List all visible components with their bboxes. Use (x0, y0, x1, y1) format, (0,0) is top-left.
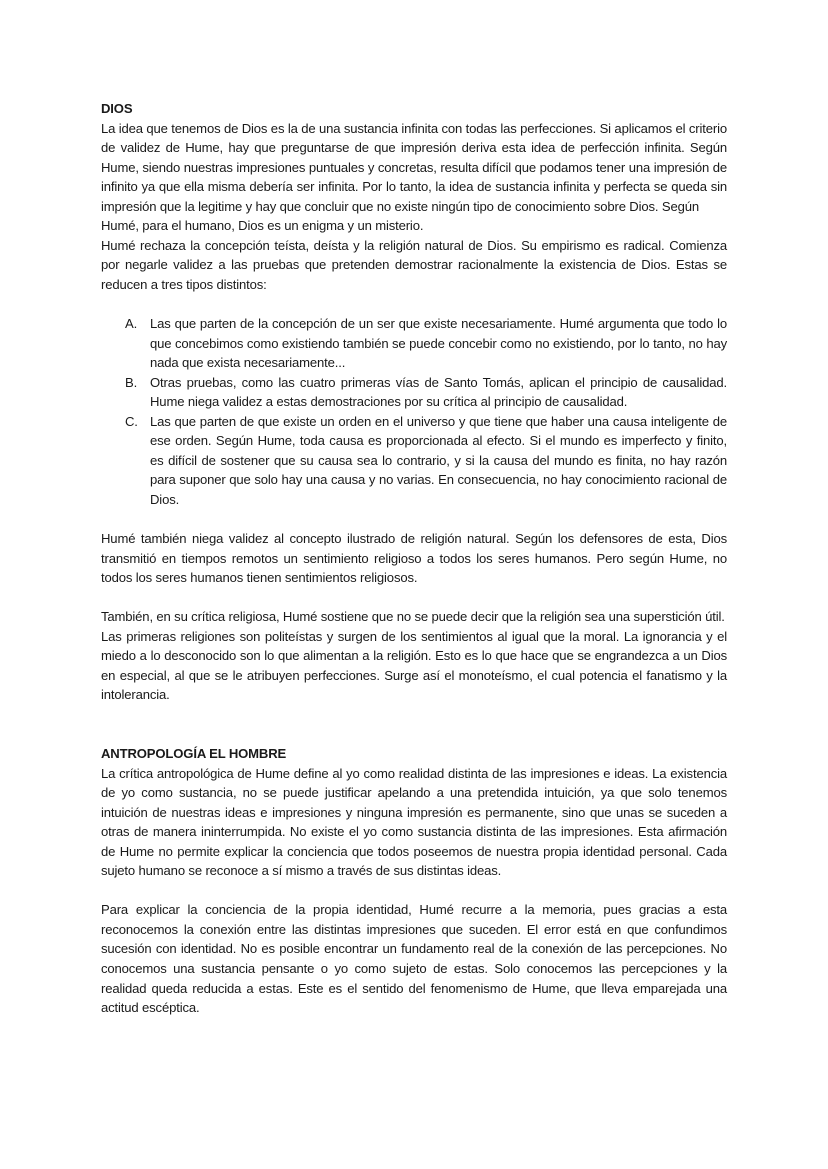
list-item (125, 412, 727, 510)
section-heading-dios: DIOS (101, 101, 133, 116)
list-marker: B. (125, 374, 138, 390)
section-heading-antropologia: ANTROPOLOGÍA EL HOMBRE (101, 745, 287, 761)
spacer (101, 294, 727, 314)
list-item-text: Otras pruebas, como las cuatro primeras vías de Santo Tomás, aplican el principio de causalidad. Hume niega validez a estas demostraciones por su crítica al principio de causalidad. (150, 374, 727, 410)
proofs-list (101, 314, 727, 509)
paragraph: Humé también niega validez al concepto ilustrado de religión natural. Según los defensores de esta, Dios transmitió en tiempos remotos un sentimiento religioso a todos los seres humanos. Pero según Hume, no todos los seres humanos tienen sentimientos religiosos. (101, 531, 727, 586)
list-item-text: Las que parten de que existe un orden en el universo y que tiene que haber una causa inteligente de ese orden. Según Hume, toda causa es proporcionada al efecto. Si el mundo es imperfecto y finito, es difícil de sostener que su causa sea lo contrario, y si la causa del mundo es finita, no hay razón para suponer que solo hay una causa y no varias. En consecuencia, no hay conocimiento racional de Dios. (150, 413, 727, 507)
paragraph: Las primeras religiones son politeístas y surgen de los sentimientos al igual que la moral. La ignorancia y el miedo a lo desconocido son lo que alimentan a la religión. Esto es lo que hace que se engrandezca a un Dios en especial, al que se le atribuyen perfecciones. Surge así el monoteísmo, el cual potencia el fanatismo y la intolerancia. (101, 628, 727, 703)
paragraph: Humé rechaza la concepción teísta, deísta y la religión natural de Dios. Su empirismo es radical. Comienza por negarle validez a las pruebas que pretenden demostrar racionalmente la existencia de Dios. Estas se reducen a tres tipos distintos: (101, 237, 727, 292)
spacer (101, 705, 727, 744)
paragraph: La idea que tenemos de Dios es la de una sustancia infinita con todas las perfecciones. Si aplicamos el criterio de validez de Hume, hay que preguntarse de que impresión deriva esta idea de perfección infinita. Según Hume, siendo nuestras impresiones puntuales y concretas, resulta difícil que podamos tener una impresión de infinito ya que ella misma debería ser infinita. Por lo tanto, la idea de sustancia infinita y perfecta se queda sin impresión que la legitime y hay que concluir que no existe ningún tipo de conocimiento sobre Dios. Según (101, 120, 727, 214)
list-marker: A. (125, 316, 138, 332)
list-item-text: Las que parten de la concepción de un ser que existe necesariamente. Humé argumenta que todo lo que concebimos como existiendo también se puede concebir como no existiendo, por lo tanto, no hay nada que exista necesariamente... (150, 316, 727, 371)
paragraph: La crítica antropológica de Hume define al yo como realidad distinta de las impresiones e ideas. La existencia de yo como sustancia, no se puede justificar apelando a una pretendida intuición, ya que solo tenemos intuición de nuestras ideas e impresiones y ninguna impresión es permanente, sino que unas se suceden a otras de manera ininterrumpida. No existe el yo como sustancia distinta de las impresiones. Esta afirmación de Hume no permite explicar la conciencia que todos poseemos de nuestra propia identidad personal. Cada sujeto humano se reconoce a sí mismo a través de sus distintas ideas. (101, 765, 727, 879)
paragraph: Humé, para el humano, Dios es un enigma y un misterio. (101, 218, 424, 234)
spacer (101, 509, 727, 529)
list-item (125, 373, 727, 412)
spacer (101, 881, 727, 901)
paragraph: Para explicar la conciencia de la propia identidad, Humé recurre a la memoria, pues gracias a esta reconocemos la conexión entre las distintas impresiones que suceden. El error está en que confundimos sucesión con identidad. No es posible encontrar un fundamento real de la conexión de las percepciones. No conocemos una sustancia pensante o yo como sujeto de estas. Solo conocemos las percepciones y la realidad queda reducida a estas. Este es el sentido del fenomenismo de Hume, que lleva emparejada una actitud escéptica. (101, 902, 727, 1016)
list-marker: C. (125, 413, 138, 429)
spacer (101, 588, 727, 608)
document-page (101, 99, 727, 1018)
paragraph: También, en su crítica religiosa, Humé sostiene que no se puede decir que la religión sea una superstición útil. (101, 609, 725, 625)
list-item (125, 314, 727, 373)
